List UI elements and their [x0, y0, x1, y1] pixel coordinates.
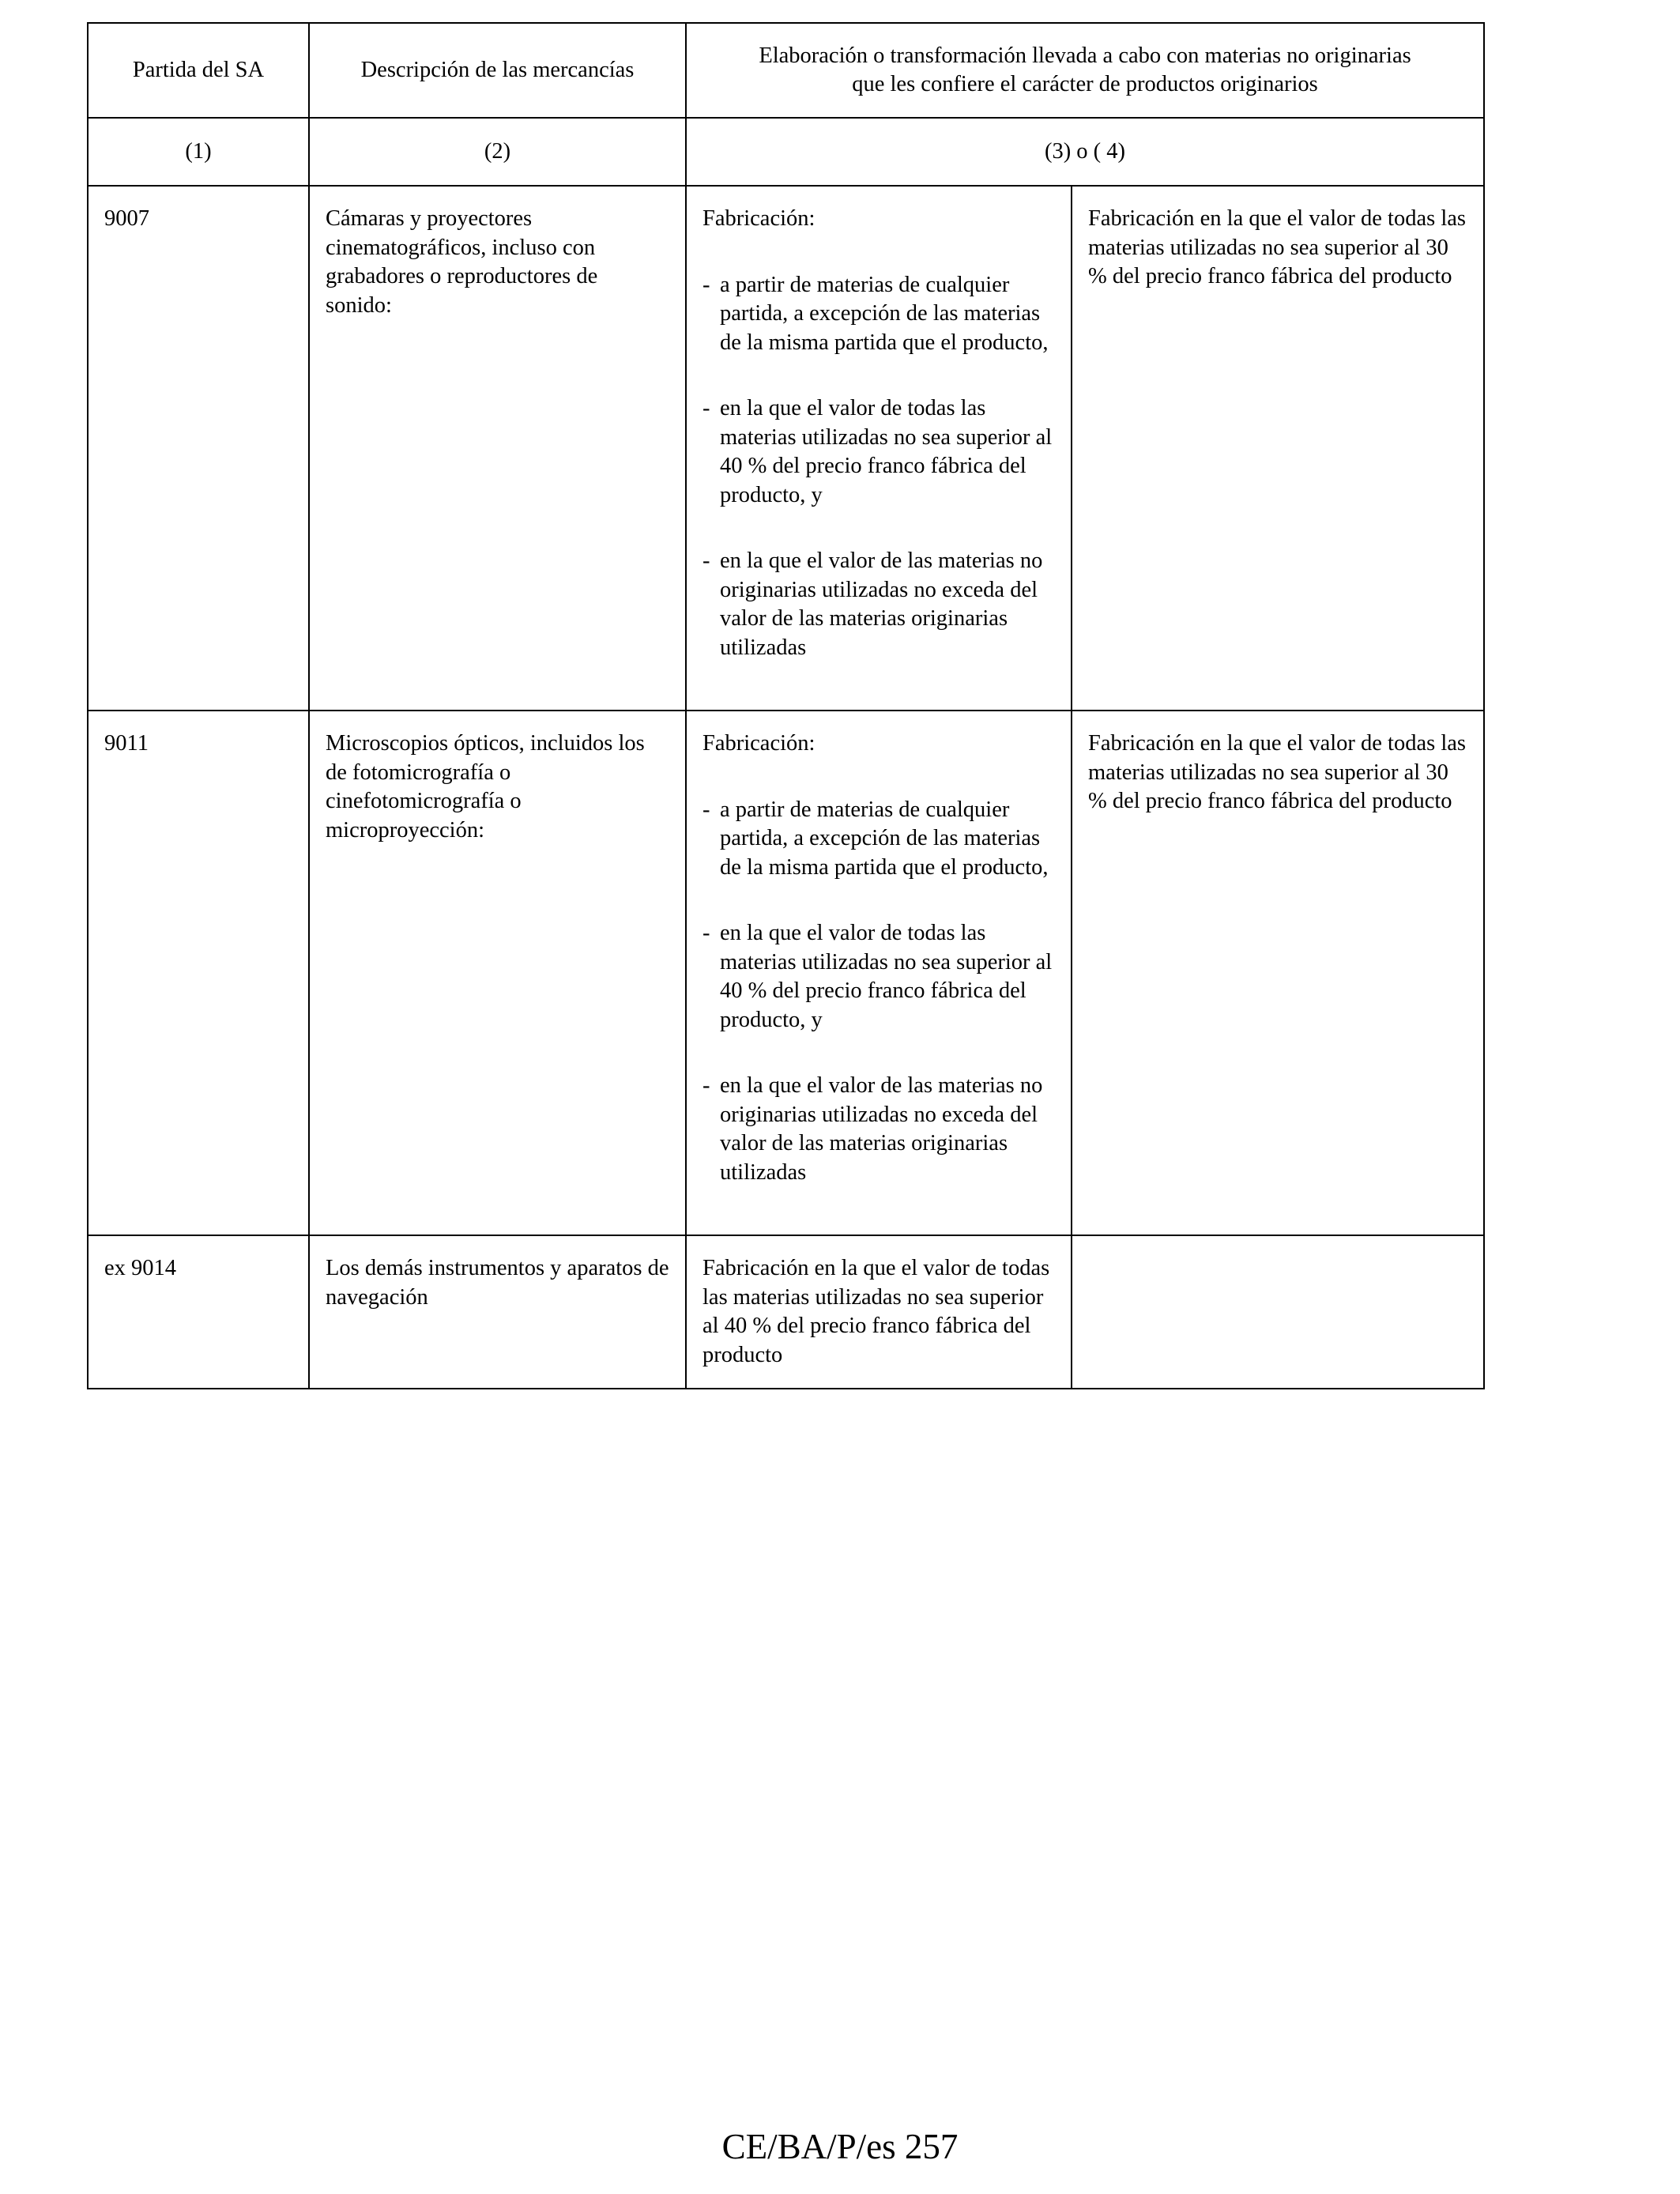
row-description-cell — [309, 1235, 686, 1389]
list-item — [703, 796, 1055, 883]
header-partida — [88, 23, 309, 118]
row-processing-cell — [686, 186, 1072, 711]
list-item — [703, 547, 1055, 662]
row-processing-text: Fabricación en la que el valor de todas las materias utilizadas no sea superior al 40 % del precio franco fábrica del producto — [703, 1256, 1050, 1367]
processing-intro: Fabricación: — [703, 731, 816, 756]
row-code: 9007 — [104, 206, 149, 231]
column-number-2: (2) — [309, 118, 686, 186]
row-code-cell — [88, 1235, 309, 1389]
column-number-3-4: (3) o ( 4) — [686, 118, 1484, 186]
list-item-text: en la que el valor de las materias no originarias utilizadas no exceda del valor de las materias originarias utilizadas — [720, 548, 1043, 660]
row-alternative-cell — [1072, 186, 1484, 711]
table-row — [88, 1235, 1484, 1389]
header-descripcion — [309, 23, 686, 118]
row-description: Los demás instrumentos y aparatos de navegación — [326, 1256, 669, 1310]
bullet-dash: - — [703, 396, 710, 420]
header-descripcion-label: Descripción de las mercancías — [360, 57, 635, 82]
list-item — [703, 1072, 1055, 1187]
row-description-cell — [309, 186, 686, 711]
row-description-cell — [309, 711, 686, 1235]
row-description: Microscopios ópticos, incluidos los de fotomicrografía o cinefotomicrografía o microproyección: — [326, 731, 645, 843]
row-code: 9011 — [104, 731, 149, 756]
list-item-text: a partir de materias de cualquier partida, a excepción de las materias de la misma partida que el producto, — [720, 797, 1049, 880]
row-alternative-cell — [1072, 1235, 1484, 1389]
table-header-row — [88, 23, 1484, 118]
page-reference: CE/BA/P/es 257 — [721, 2127, 959, 2166]
row-description: Cámaras y proyectores cinematográficos, incluso con grabadores o reproductores de sonido: — [326, 206, 598, 318]
table-row — [88, 711, 1484, 1235]
row-alternative-text: Fabricación en la que el valor de todas las materias utilizadas no sea superior al 30 % del precio franco fábrica del producto — [1088, 206, 1466, 288]
processing-conditions-list — [703, 271, 1055, 663]
processing-intro: Fabricación: — [703, 206, 816, 231]
header-partida-label: Partida del SA — [132, 57, 265, 82]
row-alternative-cell — [1072, 711, 1484, 1235]
row-alternative-text: Fabricación en la que el valor de todas las materias utilizadas no sea superior al 30 % del precio franco fábrica del producto — [1088, 731, 1466, 813]
row-code: ex 9014 — [104, 1256, 177, 1280]
row-code-cell — [88, 711, 309, 1235]
header-elaboracion-line2: que les confiere el carácter de productos originarios — [852, 72, 1318, 96]
list-item — [703, 394, 1055, 510]
column-number-1: (1) — [88, 118, 309, 186]
bullet-dash: - — [703, 272, 710, 297]
list-item-text: a partir de materias de cualquier partida, a excepción de las materias de la misma partida que el producto, — [720, 272, 1049, 355]
list-item-text: en la que el valor de todas las materias utilizadas no sea superior al 40 % del precio franco fábrica del producto, y — [720, 396, 1053, 507]
bullet-dash: - — [703, 921, 710, 945]
list-item-text: en la que el valor de las materias no originarias utilizadas no exceda del valor de las materias originarias utilizadas — [720, 1073, 1043, 1185]
bullet-dash: - — [703, 1073, 710, 1098]
processing-conditions-list — [703, 796, 1055, 1188]
rules-of-origin-table — [87, 22, 1485, 1389]
table-row — [88, 186, 1484, 711]
header-elaboracion-line1: Elaboración o transformación llevada a cabo con materias no originarias — [759, 43, 1411, 68]
bullet-dash: - — [703, 797, 710, 822]
list-item — [703, 919, 1055, 1035]
list-item — [703, 271, 1055, 358]
row-alternative-text — [1072, 1236, 1483, 1272]
list-item-text: en la que el valor de todas las materias utilizadas no sea superior al 40 % del precio franco fábrica del producto, y — [720, 921, 1053, 1032]
row-processing-cell — [686, 1235, 1072, 1389]
header-elaboracion — [686, 23, 1484, 118]
column-number-row — [88, 118, 1484, 186]
row-processing-cell — [686, 711, 1072, 1235]
row-code-cell — [88, 186, 309, 711]
bullet-dash: - — [703, 548, 710, 573]
